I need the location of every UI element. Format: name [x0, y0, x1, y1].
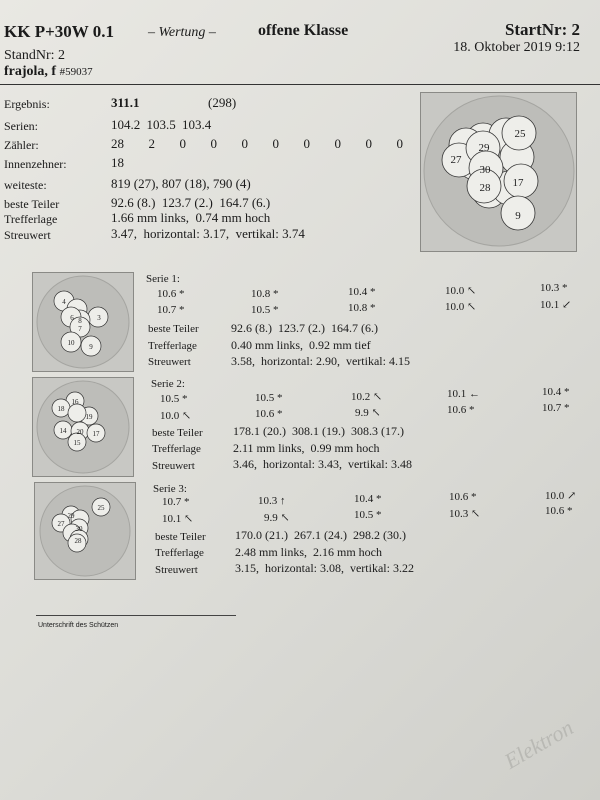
- summary-value-series: 104.2 103.5 103.4: [111, 117, 212, 132]
- shot-value: 10.6 *: [447, 404, 475, 416]
- shot-number-label: 19: [85, 413, 93, 421]
- shooter-name: [4, 64, 93, 80]
- summary-value-farthest: 819 (27), 807 (18), 790 (4): [111, 176, 251, 191]
- shot-value: 10.0 ↗: [545, 490, 577, 502]
- class-label: offene Klasse: [258, 22, 349, 39]
- summary-value-result-extra: (298): [208, 95, 237, 110]
- discipline-title: KK P+30W 0.1: [4, 22, 114, 41]
- shot-value: 10.0 ↖: [445, 285, 477, 297]
- series-2-value-spread: 3.46, horizontal: 3.43, vertikal: 3.48: [233, 457, 412, 471]
- shot-number-label: 25: [514, 128, 526, 140]
- shot-value: 9.9 ↖: [355, 407, 381, 419]
- shot-value: 10.8 *: [251, 288, 279, 300]
- shot-number-label: 6: [70, 314, 74, 322]
- shot-value: 10.2 ↖: [351, 391, 383, 403]
- summary-value-spread: 3.47, horizontal: 3.17, vertikal: 3.74: [111, 226, 305, 241]
- series-1-value-position: 0.40 mm links, 0.92 mm tief: [231, 338, 371, 352]
- series-3-value-position: 2.48 mm links, 2.16 mm hoch: [235, 545, 382, 559]
- watermark-text: Elektron: [500, 714, 578, 774]
- shot-number-label: 28: [74, 537, 82, 545]
- summary-label-inner-tens: Innenzehner:: [4, 157, 67, 171]
- shot-value: 10.1 ←: [447, 388, 480, 400]
- shot-value: 10.7 *: [542, 402, 570, 414]
- shot-number-label: 17: [512, 177, 524, 189]
- shot-value: 10.6 *: [449, 491, 477, 503]
- shot-number-label: 4: [62, 298, 66, 306]
- shot-number-label: 14: [59, 427, 67, 435]
- shot-value: 10.5 *: [255, 392, 283, 404]
- summary-label-farthest: weiteste:: [4, 178, 47, 192]
- shot-number-label: 15: [73, 439, 81, 447]
- series-2-title: Serie 2:: [151, 378, 185, 390]
- shooter-id: #59037: [59, 66, 93, 78]
- header-divider: [0, 84, 600, 85]
- shot-number-label: 16: [71, 398, 79, 406]
- shot-number-label: 25: [97, 504, 105, 512]
- start-number: StartNr: 2: [504, 20, 580, 39]
- shot-value: 10.6 *: [157, 288, 185, 300]
- series-3-label-spread: Streuwert: [155, 564, 198, 576]
- summary-value-counter: 28 2 0 0 0 0 0 0 0 0: [111, 136, 403, 151]
- shot-number-label: 9: [515, 210, 521, 222]
- shot-number-label: 7: [78, 325, 82, 333]
- shot-value: 10.0 ↖: [445, 301, 477, 313]
- shot-number-label: 30: [75, 525, 83, 533]
- summary-label-spread: Streuwert: [4, 228, 51, 242]
- series-2-label-position: Trefferlage: [152, 443, 201, 455]
- shot-value: 10.7 *: [162, 496, 190, 508]
- shot-value: 10.1 ↖: [162, 513, 194, 525]
- series-1-value-teiler: 92.6 (8.) 123.7 (2.) 164.7 (6.): [231, 321, 378, 335]
- scoring-subtitle: – Wertung –: [148, 25, 216, 40]
- series-2-value-teiler: 178.1 (20.) 308.1 (19.) 308.3 (17.): [233, 424, 404, 438]
- shot-number-label: 27: [450, 154, 462, 166]
- stand-number: StandNr: 2: [4, 48, 66, 63]
- shot-value: 10.6 *: [255, 408, 283, 420]
- shot-number-label: 10: [67, 339, 75, 347]
- shot-number-label: 9: [89, 343, 93, 351]
- shot-value: 10.6 *: [545, 505, 573, 517]
- summary-label-result: Ergebnis:: [4, 97, 50, 111]
- summary-label-counter: Zähler:: [4, 138, 39, 152]
- summary-label-series: Serien:: [4, 119, 38, 133]
- series-2-target-svg: [33, 378, 133, 476]
- series-1-value-spread: 3.58, horizontal: 2.90, vertikal: 4.15: [231, 354, 410, 368]
- series-3-title: Serie 3:: [153, 483, 187, 495]
- shot-value: 10.0 ↖: [160, 410, 192, 422]
- summary-value-inner-tens: 18: [111, 155, 124, 170]
- shot-number-label: 30: [479, 164, 491, 176]
- series-3-value-spread: 3.15, horizontal: 3.08, vertikal: 3.22: [235, 561, 414, 575]
- series-2-label-teiler: beste Teiler: [152, 427, 203, 439]
- shot-value: 10.8 *: [348, 302, 376, 314]
- overall-target-image: [420, 92, 577, 252]
- series-2-target-image: [32, 377, 134, 477]
- series-1-label-position: Trefferlage: [148, 340, 197, 352]
- series-1-title: Serie 1:: [146, 273, 180, 285]
- signature-line: [36, 615, 236, 616]
- shot-value: 10.4 *: [354, 493, 382, 505]
- signature-label: Unterschrift des Schützen: [38, 622, 119, 629]
- shot-value: 10.3 ↖: [449, 508, 481, 520]
- series-3-label-teiler: beste Teiler: [155, 531, 206, 543]
- series-3-target-svg: [35, 483, 135, 579]
- shot-value: 10.5 *: [251, 304, 279, 316]
- shot-value: 10.4 *: [542, 386, 570, 398]
- shot-number-label: 3: [97, 314, 101, 322]
- series-3-label-position: Trefferlage: [155, 547, 204, 559]
- shot-number-label: 17: [92, 430, 100, 438]
- overall-target-svg: [421, 93, 576, 251]
- shooter-name-text: frajola, f: [4, 64, 57, 79]
- shot-value: 10.3 ↑: [258, 495, 286, 507]
- series-1-target-svg: [33, 273, 133, 371]
- summary-label-best-teiler: beste Teiler: [4, 197, 60, 211]
- summary-label-hit-position: Trefferlage: [4, 212, 58, 226]
- shot-number-label: 28: [479, 182, 491, 194]
- shot-number-label: 29: [478, 142, 490, 154]
- date-time: 18. Oktober 2019 9:12: [453, 40, 580, 55]
- shot-number-label: 8: [78, 317, 82, 325]
- shot-number-label: 18: [57, 405, 65, 413]
- shot-hole: [68, 404, 86, 422]
- summary-value-best-teiler: 92.6 (8.) 123.7 (2.) 164.7 (6.): [111, 195, 271, 210]
- shot-number-label: 29: [67, 512, 75, 520]
- series-2-value-position: 2.11 mm links, 0.99 mm hoch: [233, 441, 380, 455]
- shot-value: 10.1 ↙: [540, 299, 572, 311]
- shot-value: 10.7 *: [157, 304, 185, 316]
- series-1-label-spread: Streuwert: [148, 356, 191, 368]
- shot-number-label: 20: [76, 428, 84, 436]
- summary-value-hit-position: 1.66 mm links, 0.74 mm hoch: [111, 210, 271, 225]
- shot-value: 10.5 *: [160, 393, 188, 405]
- shot-value: 9.9 ↖: [264, 512, 290, 524]
- shot-value: 10.3 *: [540, 282, 568, 294]
- series-2-label-spread: Streuwert: [152, 460, 195, 472]
- shot-value: 10.5 *: [354, 509, 382, 521]
- shot-value: 10.4 *: [348, 286, 376, 298]
- series-3-value-teiler: 170.0 (21.) 267.1 (24.) 298.2 (30.): [235, 528, 406, 542]
- shot-number-label: 27: [57, 520, 65, 528]
- summary-value-result: 311.1: [111, 95, 140, 110]
- series-1-target-image: [32, 272, 134, 372]
- series-3-target-image: [34, 482, 136, 580]
- series-1-label-teiler: beste Teiler: [148, 323, 199, 335]
